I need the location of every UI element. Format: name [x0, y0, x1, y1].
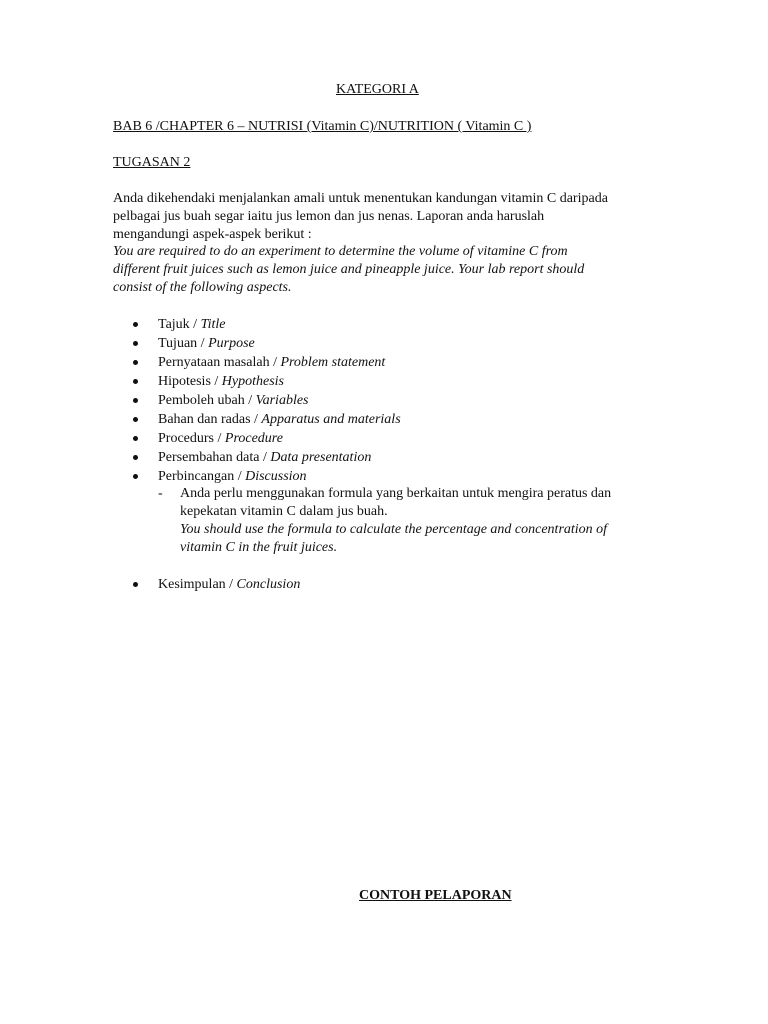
aspect-english: Procedure — [224, 431, 283, 446]
intro-english-line: different fruit juices such as lemon juice and pineapple juice. Your lab report should — [113, 262, 585, 277]
aspect-item — [113, 467, 673, 486]
aspect-item — [113, 429, 673, 448]
aspect-malay: Tujuan / — [158, 336, 209, 351]
bullet-icon — [133, 582, 138, 587]
bullet-icon — [133, 398, 138, 403]
bullet-icon — [133, 474, 138, 479]
bullet-icon — [133, 379, 138, 384]
discussion-note — [158, 485, 658, 557]
intro-english-paragraph — [113, 243, 673, 297]
chapter-title: BAB 6 /CHAPTER 6 – NUTRISI (Vitamin C)/NUTRITION ( Vitamin C ) — [113, 119, 532, 134]
aspect-english: Variables — [255, 393, 309, 408]
conclusion-malay: Kesimpulan / — [158, 577, 237, 592]
aspect-malay: Procedurs / — [158, 431, 225, 446]
aspect-item — [113, 391, 673, 410]
intro-malay-line: pelbagai jus buah segar iaitu jus lemon dan jus nenas. Laporan anda haruslah — [113, 209, 545, 224]
aspect-item — [113, 372, 673, 391]
aspects-list — [113, 315, 673, 486]
aspect-malay: Hipotesis / — [158, 374, 222, 389]
intro-malay-paragraph — [113, 190, 673, 244]
task-title: TUGASAN 2 — [113, 155, 191, 170]
aspect-malay: Pernyataan masalah / — [158, 355, 281, 370]
discussion-english-line: You should use the formula to calculate the percentage and concentration of — [180, 522, 608, 537]
aspect-item — [113, 410, 673, 429]
aspect-item — [113, 353, 673, 372]
aspect-english: Purpose — [208, 336, 255, 351]
dash-marker: - — [158, 486, 163, 501]
category-heading: KATEGORI A — [336, 82, 419, 97]
aspect-english: Data presentation — [270, 450, 372, 465]
intro-malay-line: Anda dikehendaki menjalankan amali untuk menentukan kandungan vitamin C daripada — [113, 191, 608, 206]
aspect-malay: Pemboleh ubah / — [158, 393, 256, 408]
aspect-malay: Persembahan data / — [158, 450, 271, 465]
aspect-english: Hypothesis — [221, 374, 284, 389]
aspect-english: Problem statement — [280, 355, 386, 370]
aspect-english: Apparatus and materials — [261, 412, 401, 427]
intro-english-line: consist of the following aspects. — [113, 280, 292, 295]
aspect-english: Title — [200, 317, 226, 332]
conclusion-english: Conclusion — [236, 577, 301, 592]
intro-english-line: You are required to do an experiment to determine the volume of vitamine C from — [113, 244, 568, 259]
aspect-malay: Tajuk / — [158, 317, 201, 332]
bullet-icon — [133, 417, 138, 422]
aspect-item — [113, 448, 673, 467]
bullet-icon — [133, 322, 138, 327]
aspect-malay: Perbincangan / — [158, 469, 246, 484]
aspect-item — [113, 315, 673, 334]
aspect-malay: Bahan dan radas / — [158, 412, 262, 427]
bullet-icon — [133, 436, 138, 441]
aspect-english: Discussion — [245, 469, 307, 484]
discussion-malay-line: Anda perlu menggunakan formula yang berkaitan untuk mengira peratus dan — [180, 486, 612, 501]
discussion-malay-line: kepekatan vitamin C dalam jus buah. — [180, 504, 388, 519]
conclusion-item — [113, 575, 300, 594]
intro-malay-line: mengandungi aspek-aspek berikut : — [113, 227, 312, 242]
bullet-icon — [133, 360, 138, 365]
example-report-heading: CONTOH PELAPORAN — [359, 888, 512, 903]
bullet-icon — [133, 341, 138, 346]
aspect-item — [113, 334, 673, 353]
bullet-icon — [133, 455, 138, 460]
discussion-english-line: vitamin C in the fruit juices. — [180, 540, 338, 555]
